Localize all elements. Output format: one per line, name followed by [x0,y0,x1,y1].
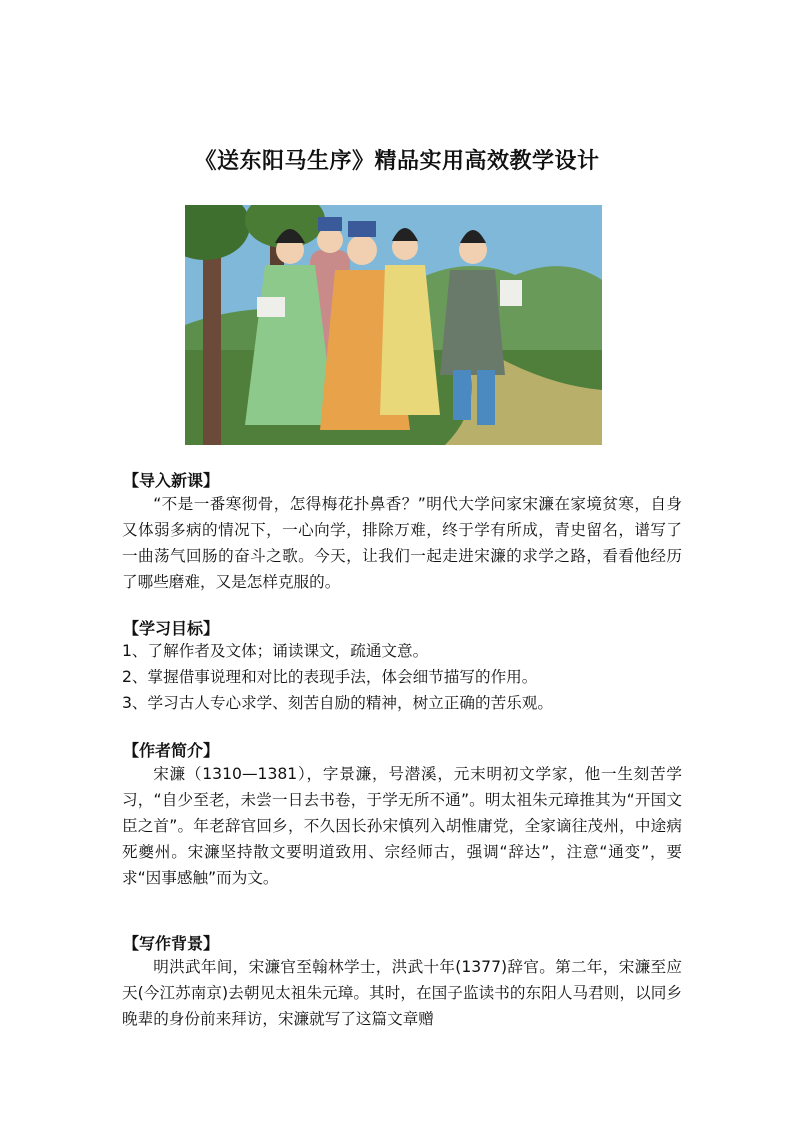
scholars-walking-illustration [185,205,602,445]
author-paragraph: 宋濂（1310—1381），字景濂，号潜溪，元末明初文学家，他一生刻苦学习，“自少至老，未尝一日去书卷，于学无所不通”。明太祖朱元璋推其为“开国文臣之首”。年老辞官回乡，不久因长孙宋慎列入胡惟庸党，全家谪往茂州，中途病死夔州。宋濂坚持散文要明道致用、宗经师古，强调“辞达”，注意“通变”，要求“因事感触”而为文。 [122,765,682,887]
illustration [185,205,602,445]
intro-heading: 【导入新课】 [123,471,220,490]
document-title: 《送东阳马生序》精品实用高效教学设计 [194,149,600,174]
background-paragraph: 明洪武年间，宋濂官至翰林学士，洪武十年(1377)辞官。第二年，宋濂至应天(今江苏南京)去朝见太祖朱元璋。其时，在国子监读书的东阳人马君则，以同乡晚辈的身份前来拜访，宋濂就写了这篇文章赠 [122,958,682,1028]
author-heading: 【作者简介】 [123,741,220,760]
goals-heading: 【学习目标】 [123,619,220,638]
intro-paragraph: “不是一番寒彻骨，怎得梅花扑鼻香？”明代大学问家宋濂在家境贫寒，自身又体弱多病的情况下，一心向学，排除万难，终于学有所成，青史留名，谱写了一曲荡气回肠的奋斗之歌。今天，让我们一起走进宋濂的求学之路，看看他经历了哪些磨难，又是怎样克服的。 [122,495,682,591]
background-heading: 【写作背景】 [123,934,220,953]
goals-list [122,638,682,716]
goal-item: 2、掌握借事说理和对比的表现手法，体会细节描写的作用。 [122,668,538,686]
goal-item: 1、了解作者及文体；诵读课文，疏通文意。 [122,642,429,660]
goal-item: 3、学习古人专心求学、刻苦自励的精神，树立正确的苦乐观。 [122,694,553,712]
